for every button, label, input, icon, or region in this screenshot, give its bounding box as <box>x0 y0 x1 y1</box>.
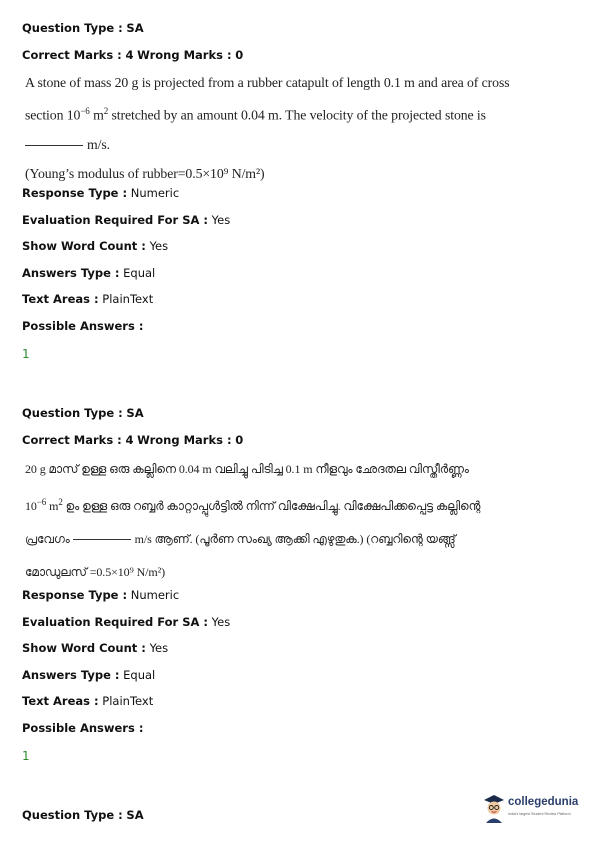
question-line: A stone of mass 20 g is projected from a rubber catapult of length 0.1 m and area of cross <box>25 75 510 90</box>
question-1-text <box>22 68 565 188</box>
answer-blank <box>25 144 83 146</box>
question-line: section $10^{-6}$ $m^2$ stretched by an amount 0.04 m. The velocity of the projected stone is <box>25 106 486 123</box>
question-line: m/s. <box>25 130 565 159</box>
question-line: പ്രവേഗം m/s ആണ്. (പൂർണ സംഖ്യ ആക്കി എഴുതുക.) (റബ്ബറിന്റെ യങ്ങ്സ് <box>25 532 456 546</box>
question-1 <box>22 15 565 68</box>
question-1-details <box>22 180 565 339</box>
possible-answer: 1 <box>22 749 30 763</box>
answers-type-row: Answers Type : Equal <box>22 667 156 682</box>
collegedunia-logo <box>482 793 590 825</box>
question-type-row: Question Type : SA <box>22 21 144 35</box>
question-line: $10^{-6}$ $m^2$ ഉം ഉള്ള ഒരു റബ്ബർ കാറ്റാപ്പുൾട്ടിൽ നിന്ന് വിക്ഷേപിച്ചു. വിക്ഷേപിക്കപ്പെട്ട കല്ലിന്റെ <box>25 497 481 513</box>
response-type-row: Response Type : Numeric <box>22 588 180 602</box>
answer-blank <box>73 538 131 540</box>
question-2 <box>22 400 565 453</box>
marks-row: Correct Marks : 4 Wrong Marks : 0 <box>22 432 244 447</box>
word-count-row: Show Word Count : Yes <box>22 239 169 253</box>
word-count-row: Show Word Count : Yes <box>22 641 169 655</box>
text-areas-row: Text Areas : PlainText <box>22 694 154 708</box>
answers-type-row: Answers Type : Equal <box>22 265 156 280</box>
question-type-row: Question Type : SA <box>22 808 144 822</box>
possible-answers-row: Possible Answers : <box>22 318 144 333</box>
question-line: (Young’s modulus of rubber=0.5×10⁹ N/m²) <box>25 165 265 181</box>
logo-wordmark: collegedunia <box>508 796 579 808</box>
evaluation-row: Evaluation Required For SA : Yes <box>22 614 231 629</box>
marks-row: Correct Marks : 4 Wrong Marks : 0 <box>22 47 244 62</box>
student-mascot-icon <box>482 793 506 823</box>
response-type-row: Response Type : Numeric <box>22 186 180 200</box>
logo-tagline: India's largest Student Review Platform <box>508 812 571 816</box>
question-type-row: Question Type : SA <box>22 406 144 420</box>
question-2-text <box>22 453 565 589</box>
evaluation-row: Evaluation Required For SA : Yes <box>22 212 231 227</box>
text-areas-row: Text Areas : PlainText <box>22 292 154 306</box>
question-line: 20 g മാസ് ഉള്ള ഒരു കല്ലിനെ 0.04 m വലിച്ചു പിടിച്ച 0.1 m നീളവും ഛേദതല വിസ്തീർണ്ണം <box>25 462 469 476</box>
possible-answer: 1 <box>22 347 30 361</box>
possible-answers-row: Possible Answers : <box>22 720 144 735</box>
question-2-details <box>22 582 565 741</box>
question-line: മോഡുലസ് =0.5×10⁹ N/m²) <box>25 565 165 579</box>
